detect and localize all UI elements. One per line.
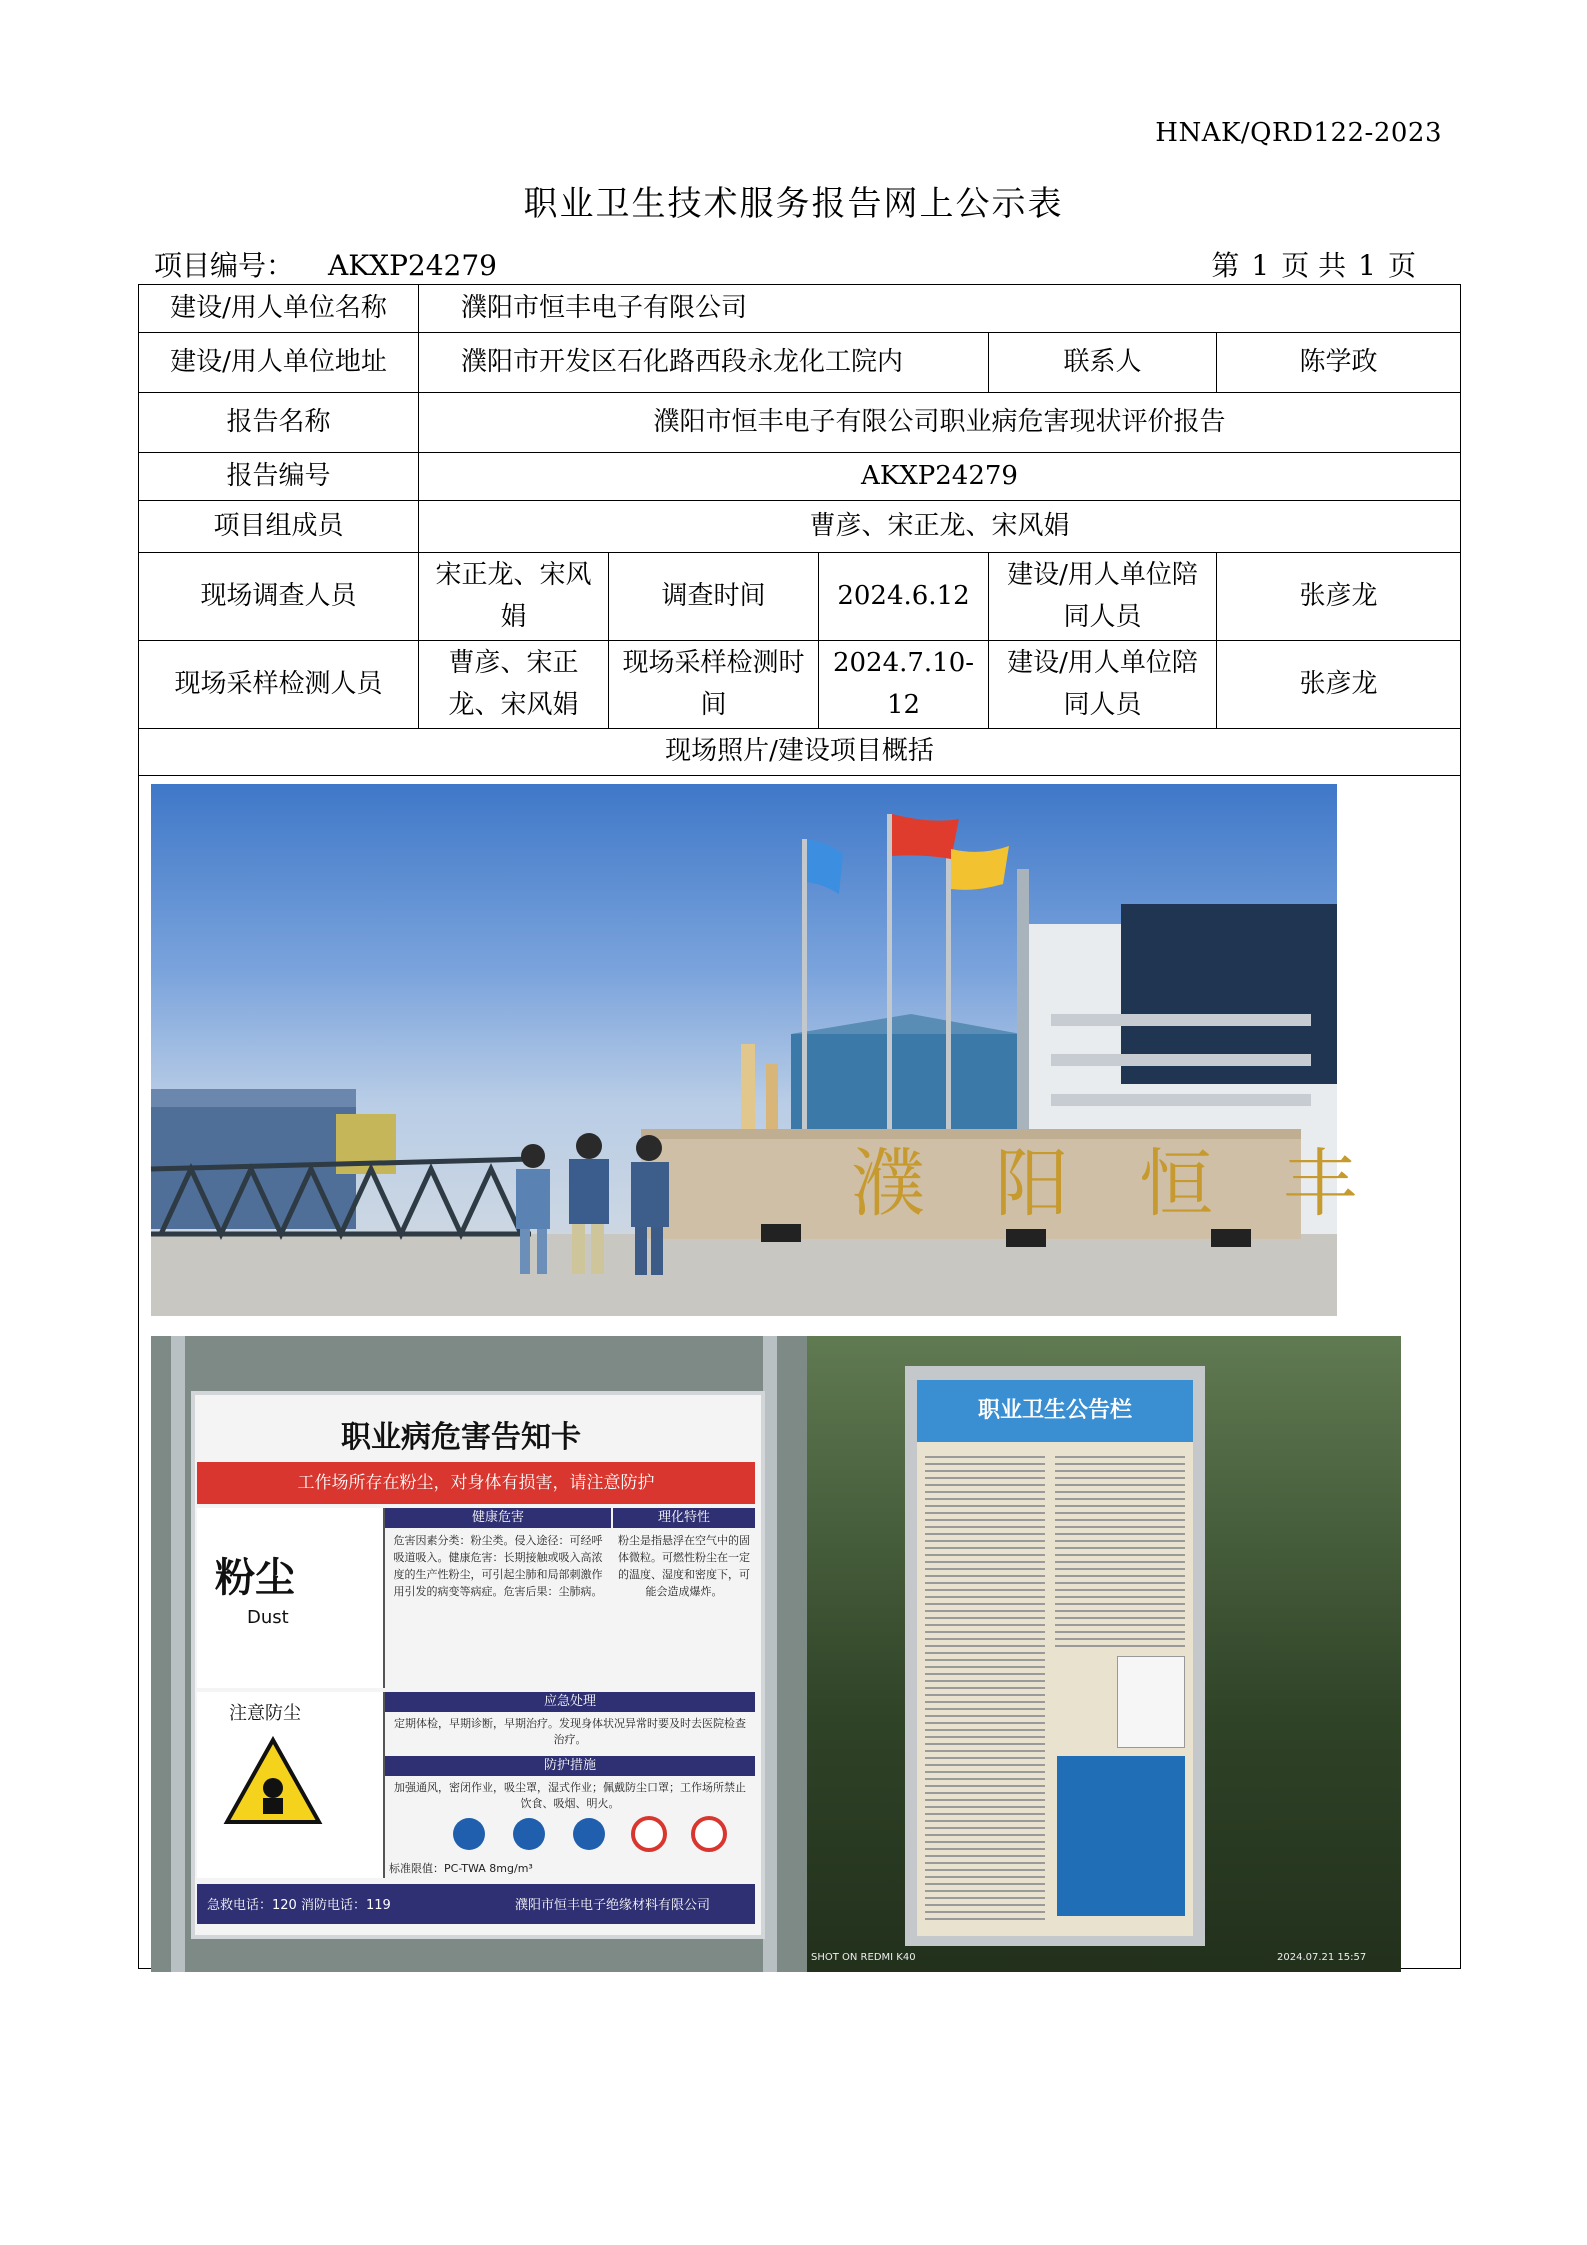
row-photos-header [139,729,1461,776]
survey-time-label: 调查时间 [609,553,819,641]
report-number-label: 报告编号 [139,453,419,501]
row-members [139,501,1461,553]
unit-address-value: 濮阳市开发区石化路西段永龙化工院内 [419,333,989,393]
survey-time-value: 2024.6.12 [819,553,989,641]
page-current: 1 [1251,249,1270,282]
card-banner: 工作场所存在粉尘，对身体有损害，请注意防护 [197,1462,755,1504]
row-report-name [139,393,1461,453]
card-caution: 注意防尘 [229,1702,301,1724]
row-photos [139,775,1461,1968]
sampling-time-value: 2024.7.10-12 [819,641,989,729]
row-unit-address [139,333,1461,393]
document-title: 职业卫生技术服务报告网上公示表 [523,184,1064,224]
page-suffix: 页 [1387,249,1416,282]
site-gate-photo [151,784,1427,1316]
photo-timestamp: 2024.07.21 15:57 [1277,1951,1367,1963]
survey-staff-value: 宋正龙、宋风娟 [419,553,609,641]
accompany-label-1: 建设/用人单位陪同人员 [989,553,1217,641]
page-indicator [1205,244,1422,284]
wet-work-icon [573,1818,605,1850]
gate-sign-text: 濮阳恒丰 [851,1140,1427,1227]
unit-name-value: 濮阳市恒丰电子有限公司 [419,285,1461,333]
document-code: HNAK/QRD122-2023 [1155,118,1442,148]
contact-label: 联系人 [989,333,1217,393]
card-hazard-text: 危害因素分类：粉尘类。侵入途径：可经呼吸道吸入。健康危害：长期接触或吸入高浓度的生产性粉尘，可引起尘肺和局部刺激作用引发的病变等病症。危害后果：尘肺病。 [393,1533,603,1598]
card-footer-left: 急救电话：120 消防电话：119 [207,1897,391,1913]
card-health-header: 健康危害 [385,1508,611,1528]
card-props-text: 粉尘是指悬浮在空气中的固体微粒。可燃性粉尘在一定的温度、湿度和密度下，可能会造成爆炸。 [618,1533,750,1598]
card-protect-header: 防护措施 [385,1756,755,1776]
no-fire-icon [693,1818,725,1850]
card-footer-right: 濮阳市恒丰电子绝缘材料有限公司 [515,1897,711,1913]
report-name-value: 濮阳市恒丰电子有限公司职业病危害现状评价报告 [419,393,1461,453]
dust-warning-icon [223,1736,323,1826]
sampling-staff-value: 曹彦、宋正龙、宋风娟 [419,641,609,729]
disclosure-form-table [138,284,1461,1969]
row-survey [139,553,1461,641]
page-prefix: 第 [1211,249,1240,282]
page-total: 1 [1358,249,1376,282]
report-number-value: AKXP24279 [419,453,1461,501]
card-dust-cn: 粉尘 [215,1554,295,1601]
ppe-icons [451,1816,731,1852]
row-report-number [139,453,1461,501]
mask-icon [513,1818,545,1850]
project-number [154,244,497,284]
accompany-label-2: 建设/用人单位陪同人员 [989,641,1217,729]
photos-label: 现场照片/建设项目概括 [139,729,1461,776]
hazard-card-photo [151,1336,807,1972]
accompany-value-2: 张彦龙 [1217,641,1461,729]
card-emergency-text: 定期体检，早期诊断，早期治疗。发现身体状况异常时要及时去医院检查治疗。 [394,1716,746,1746]
photos-cell [139,775,1461,1968]
card-emergency-header: 应急处理 [385,1692,755,1712]
bulletin-board-photo [807,1336,1401,1972]
sampling-time-label: 现场采样检测时间 [609,641,819,729]
survey-staff-label: 现场调查人员 [139,553,419,641]
board-title: 职业卫生公告栏 [917,1380,1193,1442]
unit-name-label: 建设/用人单位名称 [139,285,419,333]
page-mid: 页 共 [1281,249,1347,282]
report-name-label: 报告名称 [139,393,419,453]
row-unit-name [139,285,1461,333]
project-number-label: 项目编号： [154,249,295,282]
ventilation-icon [453,1818,485,1850]
no-eating-icon [633,1818,665,1850]
card-limit: 标准限值：PC-TWA 8mg/m³ [389,1861,533,1875]
site-gate-scene [151,784,1427,1316]
project-number-value: AKXP24279 [328,249,497,282]
members-label: 项目组成员 [139,501,419,553]
unit-address-label: 建设/用人单位地址 [139,333,419,393]
members-value: 曹彦、宋正龙、宋风娟 [419,501,1461,553]
camera-watermark: SHOT ON REDMI K40 [811,1951,916,1963]
contact-value: 陈学政 [1217,333,1461,393]
accompany-value-1: 张彦龙 [1217,553,1461,641]
card-title: 职业病危害告知卡 [341,1419,581,1455]
row-sampling [139,641,1461,729]
sampling-staff-label: 现场采样检测人员 [139,641,419,729]
card-props-header: 理化特性 [613,1508,755,1528]
card-dust-en: Dust [247,1606,289,1628]
card-protect-text: 加强通风，密闭作业，吸尘罩，湿式作业；佩戴防尘口罩；工作场所禁止饮食、吸烟、明火。 [394,1780,746,1810]
